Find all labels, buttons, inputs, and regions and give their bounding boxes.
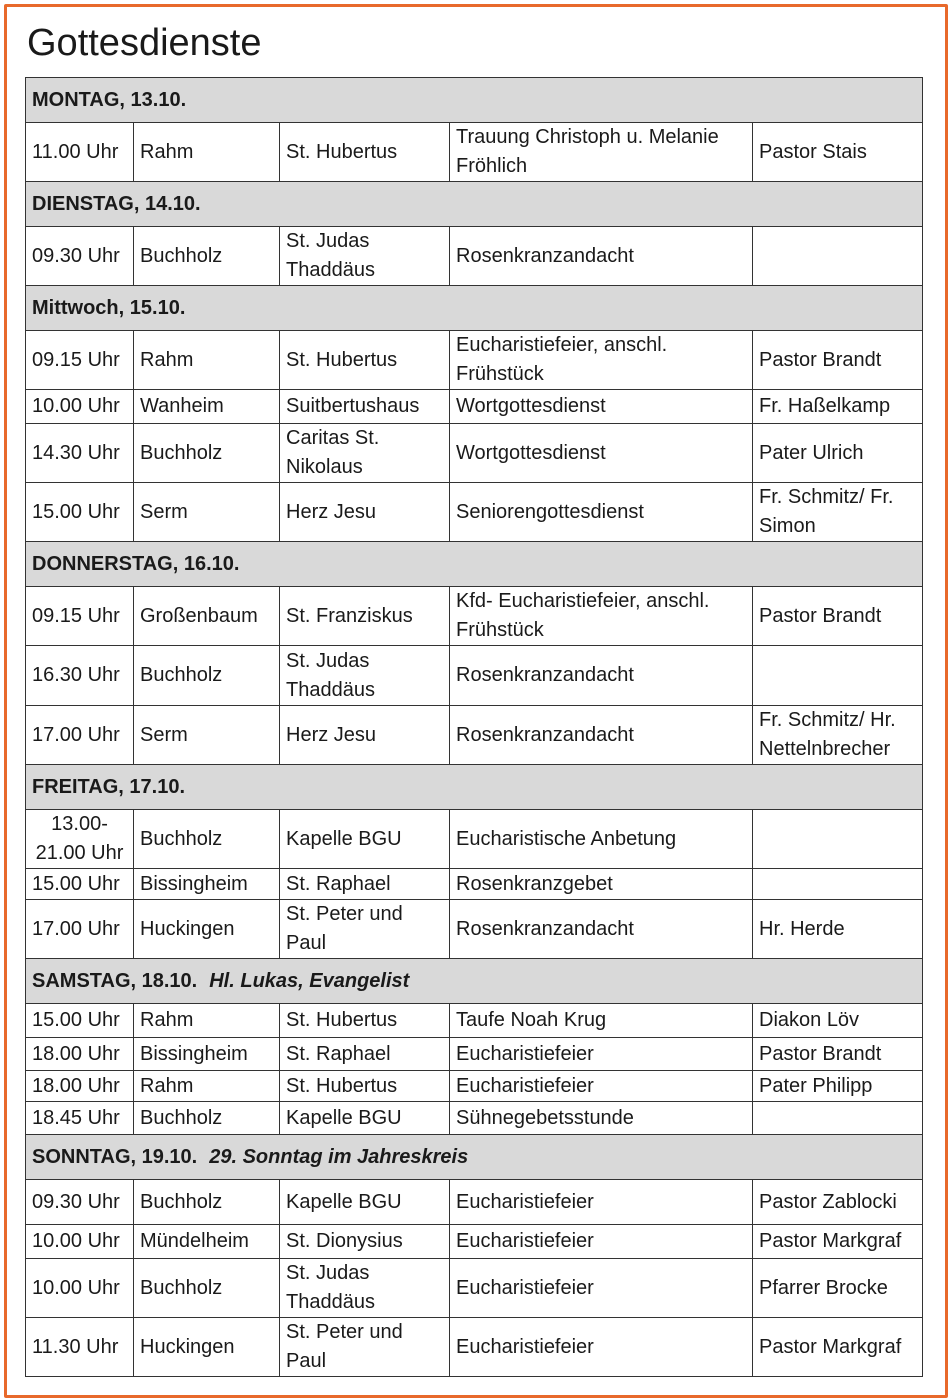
day-date: , 18.10. (130, 969, 198, 992)
service-church: Herz Jesu (280, 483, 450, 542)
service-row (26, 587, 923, 646)
service-row (26, 1004, 923, 1038)
service-place: Rahm (134, 1004, 280, 1038)
day-header (26, 1135, 923, 1180)
service-leader: Pastor Markgraf (753, 1225, 923, 1259)
service-leader: Pastor Markgraf (753, 1318, 923, 1377)
service-row (26, 483, 923, 542)
service-place: Huckingen (134, 900, 280, 959)
service-row (26, 1259, 923, 1318)
service-place: Bissingheim (134, 1038, 280, 1071)
service-event: Trauung Christoph u. Melanie Fröhlich (450, 123, 753, 182)
service-leader: Pater Ulrich (753, 424, 923, 483)
day-name: FREITAG (32, 775, 119, 798)
service-event: Eucharistiefeier (450, 1259, 753, 1318)
service-leader: Pastor Zablocki (753, 1180, 923, 1225)
service-leader (753, 810, 923, 869)
day-header (26, 182, 923, 227)
service-event: Rosenkranzandacht (450, 706, 753, 765)
service-time: 15.00 Uhr (26, 483, 134, 542)
service-place: Mündelheim (134, 1225, 280, 1259)
service-church: St. Raphael (280, 869, 450, 900)
service-time: 10.00 Uhr (26, 1225, 134, 1259)
service-place: Buchholz (134, 227, 280, 286)
service-row (26, 390, 923, 424)
service-place: Rahm (134, 331, 280, 390)
service-event: Seniorengottesdienst (450, 483, 753, 542)
service-church: St. Peter und Paul (280, 900, 450, 959)
service-church: St. Hubertus (280, 331, 450, 390)
service-church: Kapelle BGU (280, 1180, 450, 1225)
service-row (26, 123, 923, 182)
service-event: Rosenkranzandacht (450, 227, 753, 286)
service-place: Buchholz (134, 646, 280, 706)
service-church: St. Peter und Paul (280, 1318, 450, 1377)
day-name: MONTAG (32, 88, 120, 111)
service-row (26, 424, 923, 483)
service-time: 09.15 Uhr (26, 587, 134, 646)
page-title: Gottesdienste (27, 22, 262, 64)
service-row (26, 706, 923, 765)
service-time: 17.00 Uhr (26, 900, 134, 959)
service-event: Rosenkranzgebet (450, 869, 753, 900)
service-leader: Pastor Brandt (753, 1038, 923, 1071)
service-row (26, 331, 923, 390)
service-event: Taufe Noah Krug (450, 1004, 753, 1038)
service-leader (753, 646, 923, 706)
service-leader: Fr. Schmitz/ Hr. Nettelnbrecher (753, 706, 923, 765)
service-place: Wanheim (134, 390, 280, 424)
day-feast: 29. Sonntag im Jahreskreis (209, 1145, 469, 1168)
service-church: Caritas St. Nikolaus (280, 424, 450, 483)
service-leader: Pastor Stais (753, 123, 923, 182)
service-event: Wortgottesdienst (450, 390, 753, 424)
service-row (26, 869, 923, 900)
service-place: Serm (134, 706, 280, 765)
service-leader: Pfarrer Brocke (753, 1259, 923, 1318)
service-place: Serm (134, 483, 280, 542)
service-event: Eucharistiefeier (450, 1071, 753, 1102)
service-time: 09.30 Uhr (26, 227, 134, 286)
service-row (26, 1225, 923, 1259)
service-church: St. Judas Thaddäus (280, 1259, 450, 1318)
service-leader: Pastor Brandt (753, 587, 923, 646)
service-place: Buchholz (134, 1180, 280, 1225)
service-leader (753, 1102, 923, 1135)
service-row (26, 1180, 923, 1225)
day-name: SAMSTAG (32, 969, 131, 992)
service-row (26, 1102, 923, 1135)
service-row (26, 900, 923, 959)
day-name: Mittwoch, 15.10. (32, 296, 186, 319)
day-header-cell (26, 959, 923, 1004)
service-place: Buchholz (134, 1102, 280, 1135)
service-leader: Fr. Haßelkamp (753, 390, 923, 424)
service-event: Eucharistiefeier (450, 1318, 753, 1377)
service-event: Sühnegebetsstunde (450, 1102, 753, 1135)
service-church: St. Hubertus (280, 1004, 450, 1038)
service-time: 18.00 Uhr (26, 1071, 134, 1102)
service-church: Suitbertushaus (280, 390, 450, 424)
service-row (26, 810, 923, 869)
day-date: , 17.10. (118, 775, 186, 798)
service-place: Buchholz (134, 1259, 280, 1318)
day-header-cell (26, 765, 923, 810)
service-church: St. Judas Thaddäus (280, 646, 450, 706)
service-church: St. Raphael (280, 1038, 450, 1071)
service-row (26, 646, 923, 706)
day-header (26, 286, 923, 331)
service-time: 16.30 Uhr (26, 646, 134, 706)
service-leader: Diakon Löv (753, 1004, 923, 1038)
service-event: Eucharistiefeier (450, 1038, 753, 1071)
service-time: 14.30 Uhr (26, 424, 134, 483)
service-leader: Hr. Herde (753, 900, 923, 959)
service-row (26, 1071, 923, 1102)
service-time: 09.30 Uhr (26, 1180, 134, 1225)
service-place: Rahm (134, 1071, 280, 1102)
day-header (26, 542, 923, 587)
day-feast: Hl. Lukas, Evangelist (209, 969, 410, 992)
service-place: Buchholz (134, 424, 280, 483)
service-leader (753, 227, 923, 286)
service-church: St. Hubertus (280, 123, 450, 182)
service-event: Wortgottesdienst (450, 424, 753, 483)
service-leader: Fr. Schmitz/ Fr. Simon (753, 483, 923, 542)
service-time: 11.30 Uhr (26, 1318, 134, 1377)
service-time: 11.00 Uhr (26, 123, 134, 182)
day-header-cell (26, 1135, 923, 1180)
service-place: Bissingheim (134, 869, 280, 900)
service-leader: Pater Philipp (753, 1071, 923, 1102)
service-event: Rosenkranzandacht (450, 646, 753, 706)
service-event: Eucharistiefeier (450, 1225, 753, 1259)
day-header-cell (26, 286, 923, 331)
day-header-cell (26, 542, 923, 587)
day-header-cell (26, 78, 923, 123)
service-time: 15.00 Uhr (26, 869, 134, 900)
day-header-cell (26, 182, 923, 227)
service-event: Kfd- Eucharistiefeier, anschl. Frühstück (450, 587, 753, 646)
service-church: Kapelle BGU (280, 810, 450, 869)
service-time: 09.15 Uhr (26, 331, 134, 390)
service-church: St. Hubertus (280, 1071, 450, 1102)
service-row (26, 227, 923, 286)
service-event: Eucharistiefeier (450, 1180, 753, 1225)
service-time: 17.00 Uhr (26, 706, 134, 765)
service-church: St. Dionysius (280, 1225, 450, 1259)
service-time: 10.00 Uhr (26, 390, 134, 424)
day-name: DONNERSTAG, 16.10. (32, 552, 240, 575)
day-header (26, 765, 923, 810)
service-church: St. Judas Thaddäus (280, 227, 450, 286)
service-time: 10.00 Uhr (26, 1259, 134, 1318)
service-event: Eucharistische Anbetung (450, 810, 753, 869)
day-name: DIENSTAG, 14.10. (32, 192, 201, 215)
service-row (26, 1038, 923, 1071)
service-leader: Pastor Brandt (753, 331, 923, 390)
service-time: 18.45 Uhr (26, 1102, 134, 1135)
service-row (26, 1318, 923, 1377)
day-header (26, 78, 923, 123)
service-place: Rahm (134, 123, 280, 182)
service-church: Herz Jesu (280, 706, 450, 765)
schedule-table (25, 77, 923, 1377)
service-time: 15.00 Uhr (26, 1004, 134, 1038)
day-date: , 13.10. (119, 88, 187, 111)
service-leader (753, 869, 923, 900)
service-place: Buchholz (134, 810, 280, 869)
service-church: Kapelle BGU (280, 1102, 450, 1135)
service-place: Großenbaum (134, 587, 280, 646)
service-church: St. Franziskus (280, 587, 450, 646)
day-header (26, 959, 923, 1004)
service-event: Eucharistiefeier, anschl. Frühstück (450, 331, 753, 390)
service-event: Rosenkranzandacht (450, 900, 753, 959)
service-time: 13.00- 21.00 Uhr (26, 810, 134, 869)
day-name: SONNTAG, 19.10. (32, 1145, 198, 1168)
service-place: Huckingen (134, 1318, 280, 1377)
service-time: 18.00 Uhr (26, 1038, 134, 1071)
